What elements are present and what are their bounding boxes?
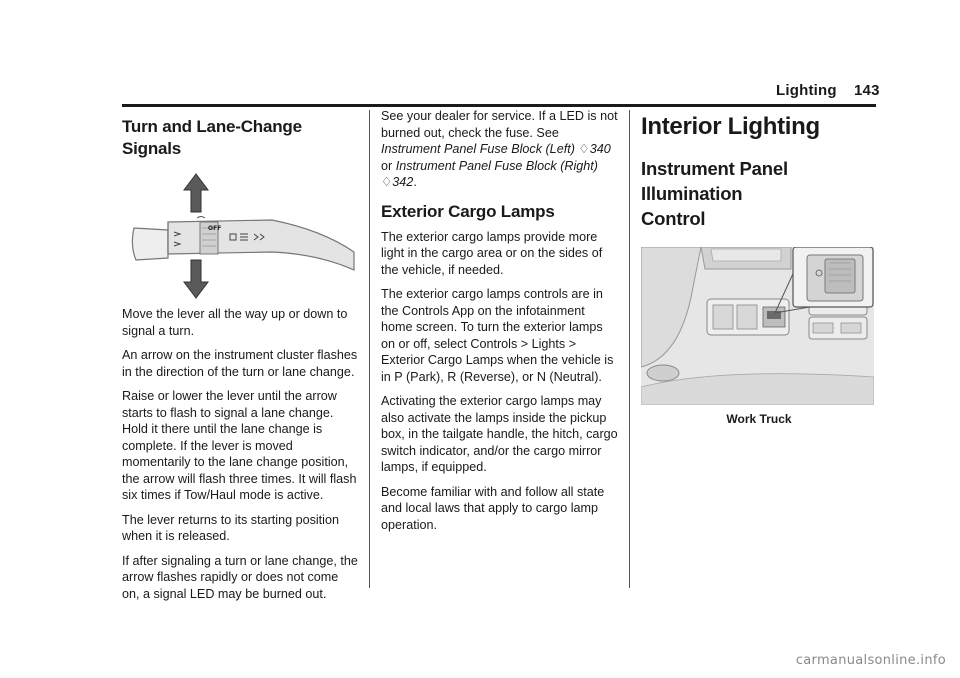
down-arrow-icon: [184, 260, 208, 298]
service-paragraph: [381, 108, 619, 191]
section-heading-illumination: [641, 156, 877, 231]
column-2: [381, 108, 619, 541]
section-title: Lighting: [776, 82, 837, 99]
page-ref-342[interactable]: 342: [392, 175, 414, 189]
paragraph: Activating the exterior cargo lamps may also activate the lamps inside the pickup box, in the tailgate handle, the hitch, cargo switch indicator, and/or the cargo mirror lamps, if equipped.: [381, 394, 618, 474]
text-span: or: [381, 158, 396, 173]
column-divider-1: [369, 110, 370, 588]
instrument-panel-figure: [641, 247, 874, 405]
chapter-title: Interior Lighting: [641, 113, 820, 140]
up-arrow-icon: [184, 174, 208, 212]
page-ref-icon: ♢: [381, 175, 393, 189]
heading-line: Instrument Panel Illumination: [641, 158, 788, 204]
column-divider-2: [629, 110, 630, 588]
heading-line: Control: [641, 208, 706, 229]
header-rule: [122, 104, 876, 107]
paragraph: An arrow on the instrument cluster flashes in the direction of the turn or lane change.: [122, 348, 358, 379]
watermark: carmanualsonline.info: [795, 653, 946, 668]
paragraph: The exterior cargo lamps controls are in the Controls App on the infotainment home screen. To turn the exterior lamps on or off, select Controls > Lights > Exterior Cargo Lamps when the vehicle is in P (Park), R (Reverse), or N (Neutral).: [381, 287, 614, 384]
section-heading-turn-signals: Turn and Lane-Change Signals: [122, 117, 302, 158]
fuse-block-right-link[interactable]: Instrument Panel Fuse Block (Right): [395, 158, 598, 173]
fuse-block-left-link[interactable]: Instrument Panel Fuse Block (Left): [381, 142, 575, 156]
page-ref-icon: ♢: [578, 142, 590, 156]
paragraph: The lever returns to its starting position when it is released.: [122, 512, 339, 543]
column-1: [122, 108, 358, 610]
paragraph: Move the lever all the way up or down to signal a turn.: [122, 307, 348, 338]
paragraph: If after signaling a turn or lane change, the arrow flashes rapidly or does not come on, a signal LED may be burned out.: [122, 553, 358, 601]
paragraph: Become familiar with and follow all state and local laws that apply to cargo lamp operation.: [381, 484, 605, 532]
paragraph: Raise or lower the lever until the arrow starts to flash to signal a lane change. Hold it there until the lane change is complete. If the lever is moved momentarily to the lane change position, the arrow will flash three times. It will flash six times if Tow/Haul mode is active.: [122, 389, 357, 502]
text-span: See your dealer for service. If a LED is not burned out, check the fuse. See: [381, 109, 618, 140]
paragraph: The exterior cargo lamps provide more light in the cargo area or on the sides of the vehicle, if needed.: [381, 229, 603, 277]
page-ref-340[interactable]: 340: [589, 142, 611, 156]
column-3: [641, 108, 877, 428]
turn-signal-lever-figure: [122, 170, 356, 300]
section-heading-cargo-lamps: Exterior Cargo Lamps: [381, 201, 555, 221]
lever-off-label: OFF: [208, 225, 222, 232]
page-number: 143: [854, 82, 880, 99]
text-span: .: [413, 175, 417, 189]
figure-caption: Work Truck: [726, 412, 792, 426]
